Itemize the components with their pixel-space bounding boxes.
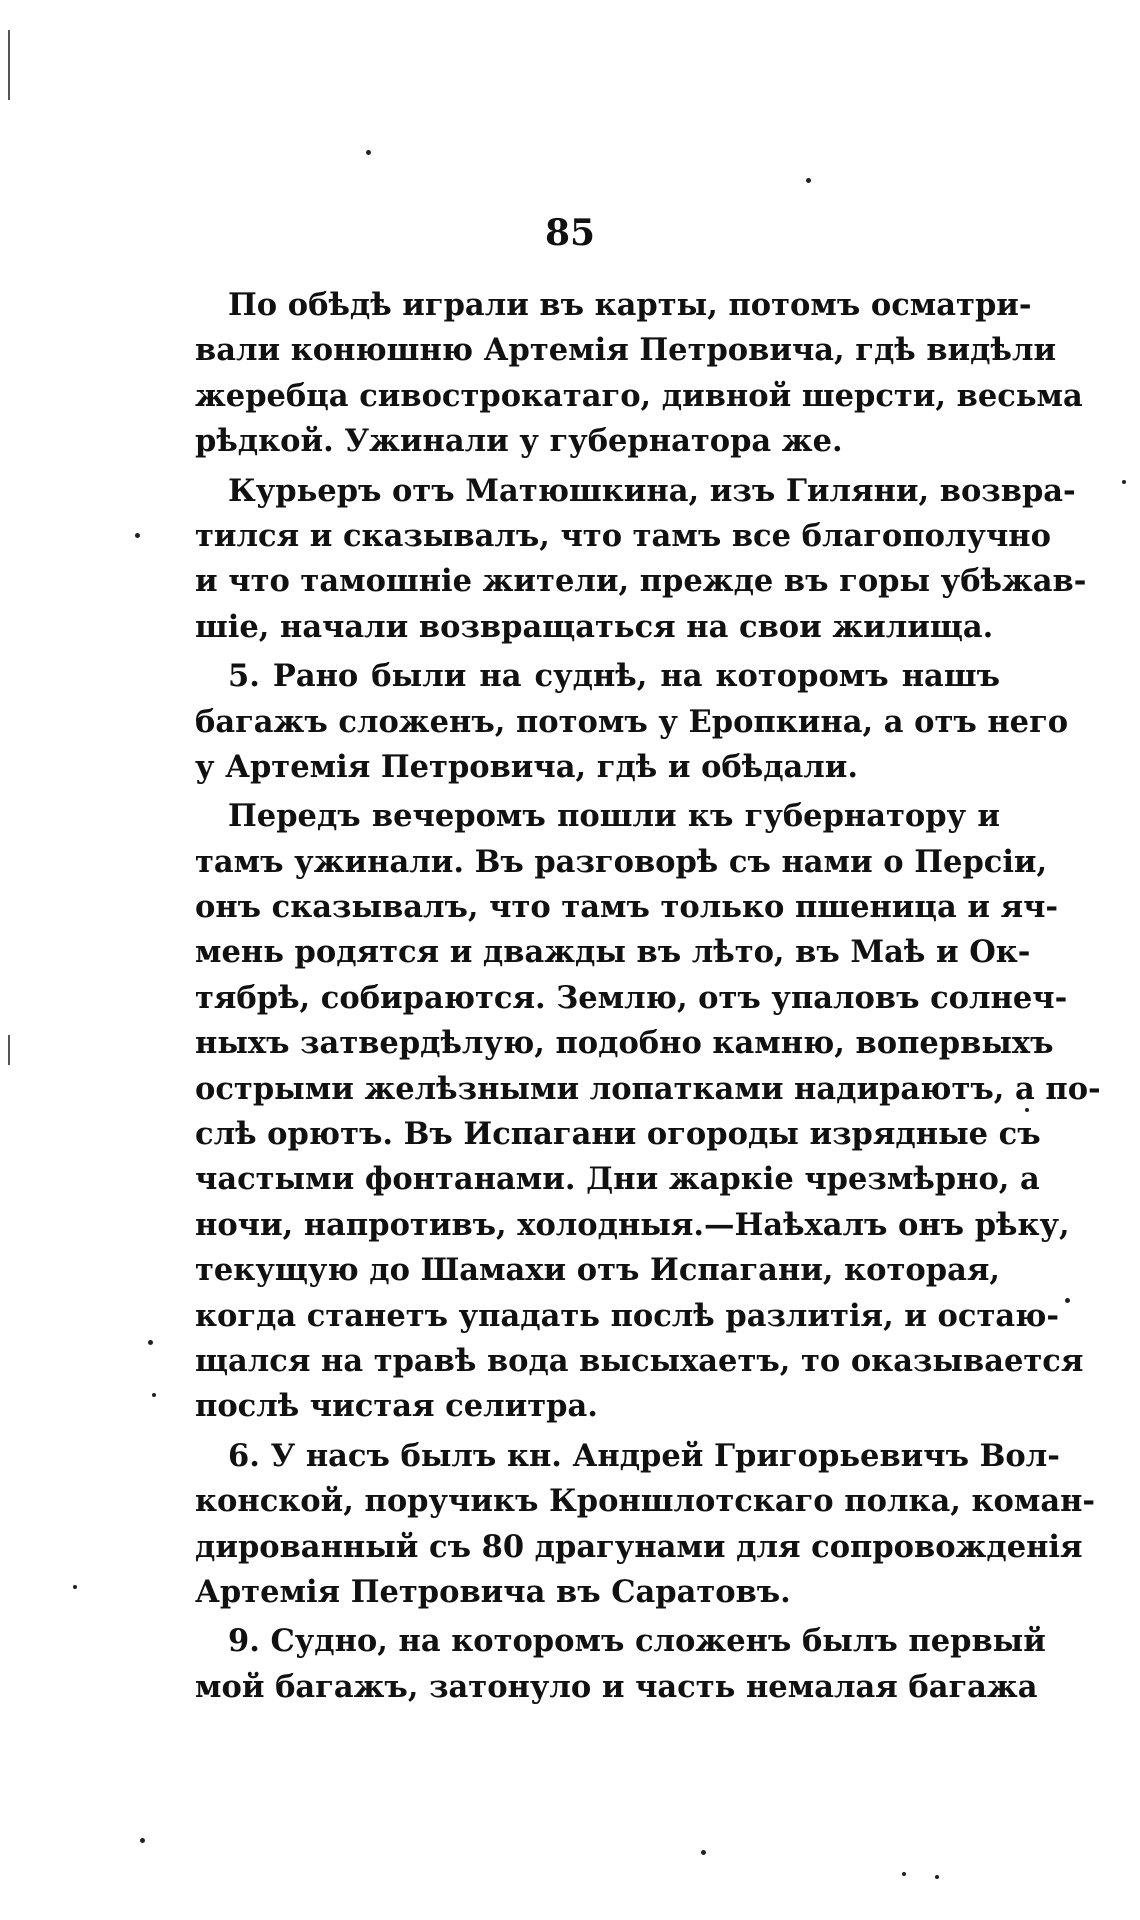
scan-speck bbox=[806, 178, 811, 183]
paragraph bbox=[195, 794, 1101, 1429]
text-line: тился и сказывалъ, что тамъ все благополучно bbox=[195, 517, 1051, 554]
text-line: онъ сказывалъ, что тамъ только пшеница и яч- bbox=[195, 889, 1059, 926]
paragraph bbox=[195, 1434, 1096, 1616]
scan-speck bbox=[73, 1585, 77, 1589]
left-edge-mark bbox=[8, 30, 10, 100]
page-number: 85 bbox=[544, 212, 596, 254]
scan-speck bbox=[1122, 480, 1126, 484]
text-line: вали конюшню Артемія Петровича, гдѣ видѣли bbox=[195, 332, 1057, 369]
text-line: Передъ вечеромъ пошли къ губернатору и bbox=[228, 798, 1000, 835]
text-line: жеребца сивострокатаго, дивной шерсти, весьма bbox=[195, 377, 1083, 414]
paragraph bbox=[195, 654, 1069, 790]
scan-speck bbox=[140, 1838, 145, 1843]
text-line: слѣ орютъ. Въ Испагани огороды изрядные съ bbox=[195, 1116, 1041, 1153]
scan-speck bbox=[152, 1393, 156, 1397]
text-line: мень родятся и дважды въ лѣто, въ Маѣ и Ок- bbox=[195, 934, 1031, 971]
text-line: шіе, начали возвращаться на свои жилища. bbox=[195, 608, 994, 645]
text-line: ночи, напротивъ, холодныя.—Наѣхалъ онъ рѣку, bbox=[195, 1206, 1070, 1243]
text-line: тамъ ужинали. Въ разговорѣ съ нами о Персіи, bbox=[195, 843, 1048, 880]
scan-speck bbox=[135, 533, 140, 538]
scan-speck bbox=[366, 150, 371, 155]
text-line: 5. Рано были на суднѣ, на которомъ нашъ bbox=[228, 658, 1000, 695]
text-line: мой багажъ, затонуло и часть немалая багажа bbox=[195, 1668, 1038, 1705]
scan-speck bbox=[701, 1850, 706, 1855]
text-line: ныхъ затвердѣлую, подобно камню, вопервыхъ bbox=[195, 1025, 1054, 1062]
paragraph bbox=[195, 1619, 1046, 1710]
paragraph bbox=[195, 283, 1083, 465]
scan-speck bbox=[1065, 1298, 1070, 1303]
text-body bbox=[195, 283, 1101, 1710]
text-line: текущую до Шамахи отъ Испагани, которая, bbox=[195, 1252, 1000, 1289]
text-line: Курьеръ отъ Матюшкина, изъ Гиляни, возвра- bbox=[228, 472, 1076, 509]
text-line: рѣдкой. Ужинали у губернатора же. bbox=[195, 423, 843, 460]
left-edge-mark bbox=[8, 1035, 10, 1065]
text-line: острыми желѣзными лопатками надираютъ, а по- bbox=[195, 1070, 1101, 1107]
text-line: у Артемія Петровича, гдѣ и обѣдали. bbox=[195, 748, 859, 785]
text-line: дированный съ 80 драгунами для сопровожденія bbox=[195, 1528, 1083, 1565]
text-line: По обѣдѣ играли въ карты, потомъ осматри- bbox=[228, 287, 1032, 323]
text-line: 9. Судно, на которомъ сложенъ былъ первый bbox=[228, 1623, 1046, 1660]
text-line: послѣ чистая селитра. bbox=[195, 1388, 598, 1425]
paragraph bbox=[195, 469, 1087, 651]
text-line: частыми фонтанами. Дни жаркіе чрезмѣрно, а bbox=[195, 1161, 1040, 1198]
text-line: щался на травѣ вода высыхаетъ, то оказывается bbox=[195, 1342, 1084, 1379]
scan-speck bbox=[902, 1872, 906, 1876]
scan-speck bbox=[1025, 1108, 1029, 1112]
scan-speck bbox=[148, 1340, 153, 1345]
text-line: и что тамошніе жители, прежде въ горы убѣжав- bbox=[195, 563, 1087, 600]
text-line: Артемія Петровича въ Саратовъ. bbox=[195, 1573, 791, 1610]
scan-speck bbox=[935, 1875, 939, 1879]
text-line: багажъ сложенъ, потомъ у Еропкина, а отъ него bbox=[195, 703, 1069, 740]
text-line: когда станетъ упадать послѣ разлитія, и остаю- bbox=[195, 1297, 1060, 1334]
text-line: конской, поручикъ Кроншлотскаго полка, коман- bbox=[195, 1483, 1096, 1520]
text-line: тябрѣ, собираются. Землю, отъ упаловъ солнеч- bbox=[195, 979, 1068, 1016]
text-line: 6. У насъ былъ кн. Андрей Григорьевичъ Вол- bbox=[228, 1437, 1060, 1474]
